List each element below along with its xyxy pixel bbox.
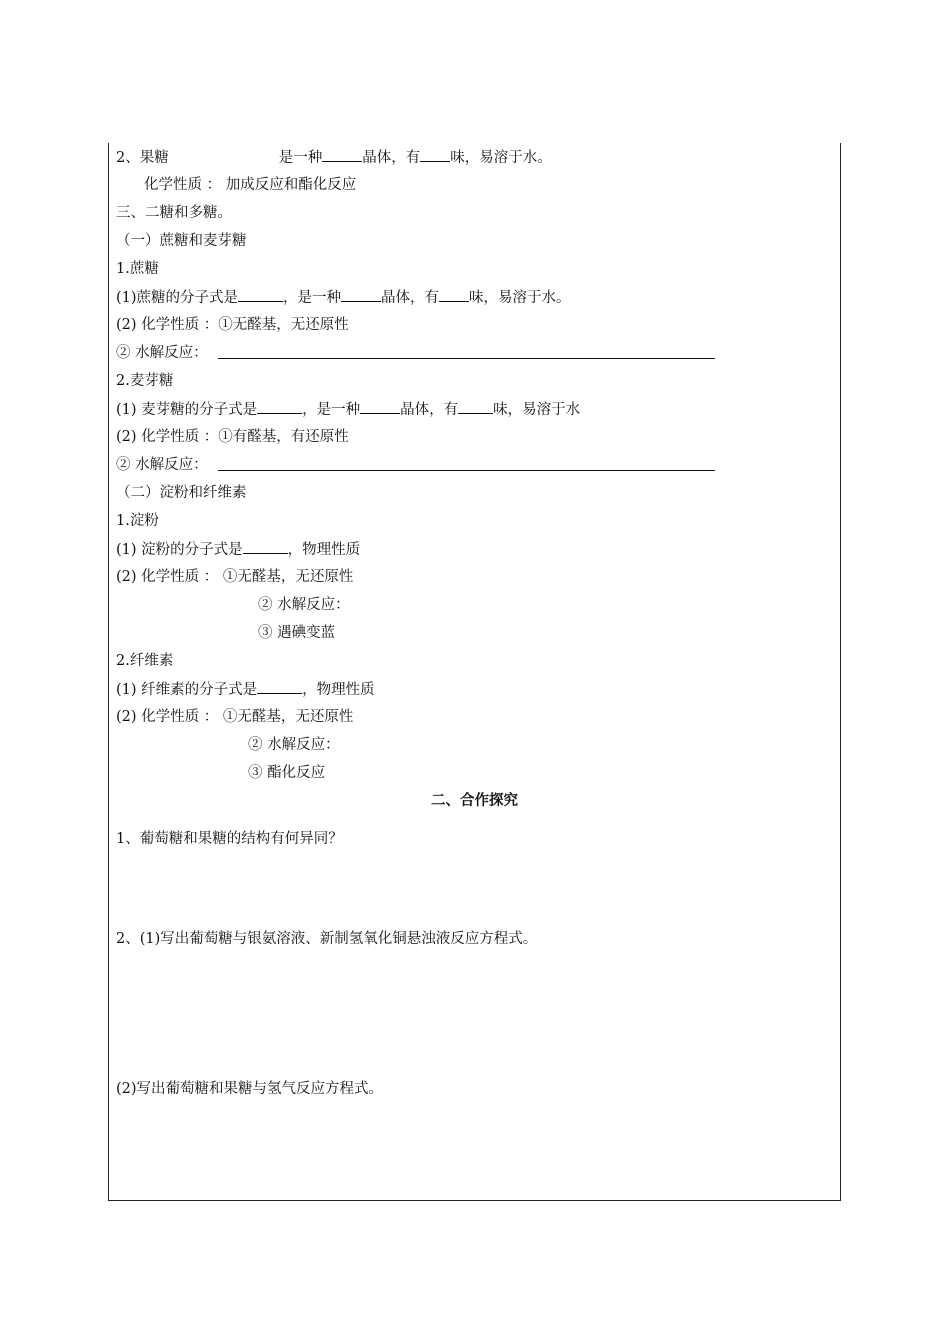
section-3: 三、二糖和多糖。	[116, 205, 232, 221]
starch-title: 1.淀粉	[116, 513, 159, 529]
text: 是一种	[278, 150, 323, 166]
sucrose-title: 1.蔗糖	[116, 261, 159, 277]
maltose-chem: (2) 化学性质 ：①有醛基，有还原性	[116, 429, 349, 445]
blank	[243, 539, 288, 554]
text: (1) 麦芽糖的分子式是	[116, 402, 258, 418]
fructose-line	[116, 147, 552, 168]
text: ，物理性质	[302, 682, 375, 698]
section-heading: 二、合作探究	[431, 793, 518, 809]
subsection-1: （一）蔗糖和麦芽糖	[116, 233, 247, 249]
maltose-title: 2.麦芽糖	[116, 373, 174, 389]
text: 味，易溶于水。	[469, 290, 571, 306]
blank	[238, 287, 283, 302]
cellulose-hydrolysis: ② 水解反应：	[248, 737, 340, 753]
question-2: 2、(1)写出葡萄糖与银氨溶液、新制氢氧化铜悬浊液反应方程式。	[116, 931, 538, 947]
text: (1)蔗糖的分子式是	[116, 290, 239, 306]
blank	[360, 399, 400, 414]
question-1: 1、葡萄糖和果糖的结构有何异同？	[116, 831, 343, 847]
maltose-formula	[116, 399, 580, 420]
starch-hydrolysis: ② 水解反应：	[258, 597, 350, 613]
blank	[341, 287, 381, 302]
blank	[257, 399, 302, 414]
text: 2、果糖	[116, 150, 169, 166]
answer-line	[218, 470, 715, 471]
text: 晶体，有	[400, 402, 459, 418]
text: ，是一种	[283, 290, 342, 306]
cellulose-title: 2.纤维素	[116, 653, 174, 669]
blank	[257, 679, 302, 694]
text: 味，易溶于水。	[450, 150, 552, 166]
sucrose-chem: (2) 化学性质 ：①无醛基，无还原性	[116, 317, 349, 333]
text: 味，易溶于水	[493, 402, 581, 418]
cellulose-ester: ③ 酯化反应	[248, 765, 326, 781]
text: (1) 纤维素的分子式是	[116, 682, 258, 698]
blank	[439, 287, 469, 302]
starch-iodine: ③ 遇碘变蓝	[258, 625, 336, 641]
answer-line	[218, 358, 715, 359]
text: 晶体，有	[381, 290, 440, 306]
question-3: (2)写出葡萄糖和果糖与氢气反应方程式。	[116, 1081, 384, 1097]
starch-chem: (2) 化学性质 ： ①无醛基，无还原性	[116, 569, 354, 585]
maltose-hydrolysis: ② 水解反应：	[116, 457, 208, 473]
starch-formula	[116, 539, 360, 560]
subsection-2: （二）淀粉和纤维素	[116, 485, 247, 501]
text: ，物理性质	[287, 542, 361, 558]
text: ，是一种	[302, 402, 361, 418]
sucrose-formula	[116, 287, 571, 308]
blank	[322, 147, 362, 162]
cellulose-chem: (2) 化学性质 ： ①无醛基，无还原性	[116, 709, 354, 725]
cellulose-formula	[116, 679, 375, 700]
text: 晶体，有	[362, 150, 421, 166]
fructose-chem: 化学性质 ： 加成反应和酯化反应	[144, 177, 357, 193]
sucrose-hydrolysis: ② 水解反应：	[116, 345, 208, 361]
blank	[420, 147, 450, 162]
text: (1) 淀粉的分子式是	[116, 542, 243, 558]
blank	[458, 399, 493, 414]
